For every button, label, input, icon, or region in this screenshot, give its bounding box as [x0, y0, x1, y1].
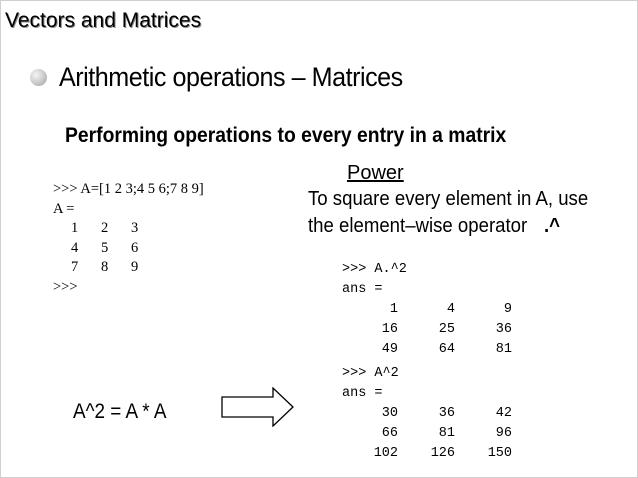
result-cell: 81 — [438, 426, 455, 441]
matrix-cell: 1 — [71, 220, 79, 236]
result-cell: 25 — [438, 322, 455, 337]
result-row — [342, 340, 512, 360]
result-cell: 30 — [381, 406, 398, 421]
result-cell: 66 — [381, 426, 398, 441]
ans-label: ans = — [342, 282, 383, 297]
subheading: Performing operations to every entry in a matrix — [65, 124, 507, 147]
right-arrow-icon — [221, 387, 295, 427]
command-line: >>> A.^2 — [342, 262, 407, 277]
result-cell: 150 — [487, 446, 512, 461]
result-cell: 1 — [389, 302, 398, 317]
matrix-cell: 6 — [131, 239, 139, 256]
result-cell: 64 — [438, 342, 455, 357]
prompt: >>> — [53, 278, 78, 295]
result-cell: 102 — [373, 446, 398, 461]
command-line: >>> A^2 — [342, 366, 399, 381]
matrix-cell: 2 — [101, 220, 109, 236]
result-cell: 81 — [495, 342, 512, 357]
result-cell: 49 — [381, 342, 398, 357]
result-cell: 126 — [430, 446, 455, 461]
result-cell: 9 — [503, 302, 512, 317]
matrix-power-output — [342, 364, 512, 464]
matrix-cell: 8 — [101, 259, 109, 275]
result-row — [342, 404, 512, 424]
matrix-definition-example — [53, 180, 204, 297]
matrix-cell: 4 — [71, 239, 79, 256]
elementwise-operator: .^ — [543, 215, 560, 237]
matrix-cell: 9 — [131, 259, 139, 275]
bullet-item — [30, 62, 429, 93]
result-label: A = — [53, 200, 75, 217]
matrix-row — [53, 239, 204, 259]
elementwise-power-output — [342, 260, 512, 360]
description-line-2 — [308, 213, 588, 240]
matrix-row — [53, 219, 204, 239]
result-cell: 16 — [381, 322, 398, 337]
slide-title: Vectors and Matrices — [5, 9, 202, 32]
command-line: >>> A=[1 2 3;4 5 6;7 8 9] — [53, 181, 204, 197]
result-cell: 36 — [438, 406, 455, 421]
result-row — [342, 444, 512, 464]
result-cell: 36 — [495, 322, 512, 337]
result-cell: 42 — [495, 406, 512, 421]
matrix-cell: 3 — [131, 220, 139, 236]
description-line-1: To square every element in A, use — [308, 188, 589, 210]
ans-label: ans = — [342, 386, 383, 401]
matrix-row — [53, 258, 204, 278]
result-cell: 4 — [446, 302, 455, 317]
result-row — [342, 320, 512, 340]
power-description — [308, 186, 588, 240]
power-heading: Power — [347, 162, 404, 184]
result-cell: 96 — [495, 426, 512, 441]
result-row — [342, 300, 512, 320]
result-row — [342, 424, 512, 444]
matrix-multiply-expression: A^2 = A * A — [73, 400, 167, 423]
bullet-text: Arithmetic operations – Matrices — [59, 62, 403, 92]
matrix-cell: 5 — [101, 239, 109, 256]
description-line-2-text: the element–wise operator — [308, 215, 528, 237]
bullet-dot-icon — [30, 69, 47, 86]
matrix-cell: 7 — [71, 259, 79, 275]
